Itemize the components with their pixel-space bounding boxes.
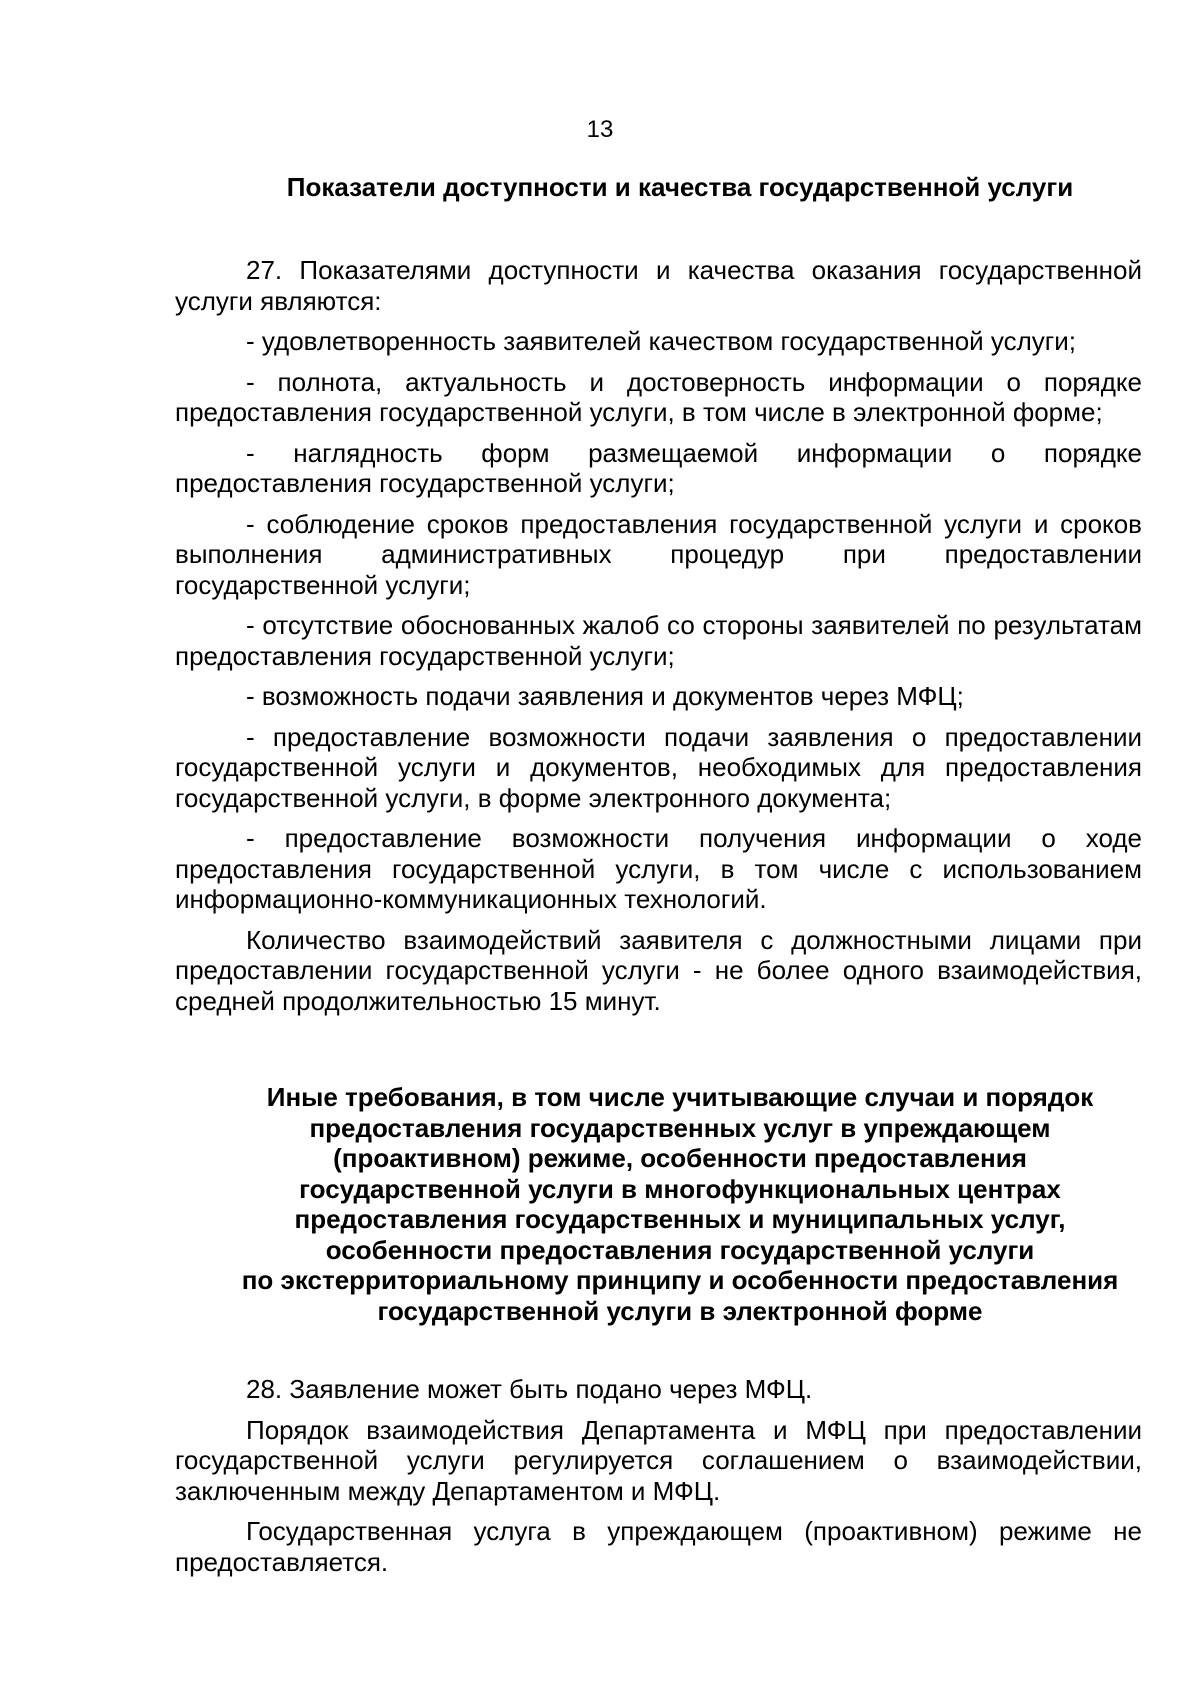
paragraph-28-mfc: 28. Заявление может быть подано через МФЦ.: [246, 1374, 813, 1404]
page-number: 13: [586, 116, 614, 143]
heading-line: государственной услуги в многофункциональных центрах: [299, 1173, 1061, 1204]
paragraph-interaction-agreement: Порядок взаимодействия Департамента и МФЦ при предоставлении государственной услуги регулируется соглашением о взаимодействии, заключенным между Департаментом и МФЦ.: [175, 1414, 1142, 1506]
list-item-satisfaction: - удовлетворенность заявителей качеством государственной услуги;: [246, 326, 1077, 356]
section-availability-quality-body: [175, 255, 1142, 1026]
heading-line: особенности предоставления государственной услуги: [325, 1234, 1035, 1265]
heading-line: предоставления государственных и муниципальных услуг,: [294, 1204, 1066, 1234]
section-other-requirements-body: [175, 1374, 1142, 1587]
heading-line: (проактивном) режиме, особенности предоставления: [333, 1143, 1027, 1173]
section-heading-other-requirements: [210, 1082, 1150, 1326]
list-item-information-completeness: - полнота, актуальность и достоверность информации о порядке предоставления государственной услуги, в том числе в электронной форме;: [175, 366, 1142, 427]
heading-line: Иные требования, в том числе учитывающие случаи и порядок: [266, 1082, 1094, 1112]
list-item-mfc-submission: - возможность подачи заявления и документов через МФЦ;: [246, 681, 964, 711]
paragraph-interactions-count: Количество взаимодействий заявителя с должностными лицами при предоставлении государственной услуги - не более одного взаимодействия, средней продолжительностью 15 минут.: [175, 924, 1142, 1016]
section-heading-availability-quality: Показатели доступности и качества государственной услуги: [286, 172, 1074, 202]
heading-line: по экстерриториальному принципу и особенности предоставления: [241, 1265, 1119, 1295]
list-item-no-complaints: - отсутствие обоснованных жалоб со стороны заявителей по результатам предоставления государственной услуги;: [175, 610, 1142, 671]
paragraph-proactive-mode: Государственная услуга в упреждающем (проактивном) режиме не предоставляется.: [175, 1516, 1142, 1577]
list-item-progress-information: - предоставление возможности получения информации о ходе предоставления государственной услуги, в том числе с использованием информационно-коммуникационных технологий.: [175, 823, 1142, 914]
list-item-electronic-submission: - предоставление возможности подачи заявления о предоставлении государственной услуги и документов, необходимых для предоставления государственной услуги, в форме электронного документа;: [175, 721, 1142, 813]
heading-line: государственной услуги в электронной форме: [377, 1295, 983, 1326]
list-item-deadlines: - соблюдение сроков предоставления государственной услуги и сроков выполнения административных процедур при предоставлении государственной услуги;: [175, 508, 1142, 600]
heading-line: предоставления государственных услуг в упреждающем: [309, 1112, 1051, 1143]
paragraph-27-intro: 27. Показателями доступности и качества оказания государственной услуги являются:: [175, 255, 1142, 316]
list-item-information-clarity: - наглядность форм размещаемой информации о порядке предоставления государственной услуги;: [175, 437, 1142, 498]
